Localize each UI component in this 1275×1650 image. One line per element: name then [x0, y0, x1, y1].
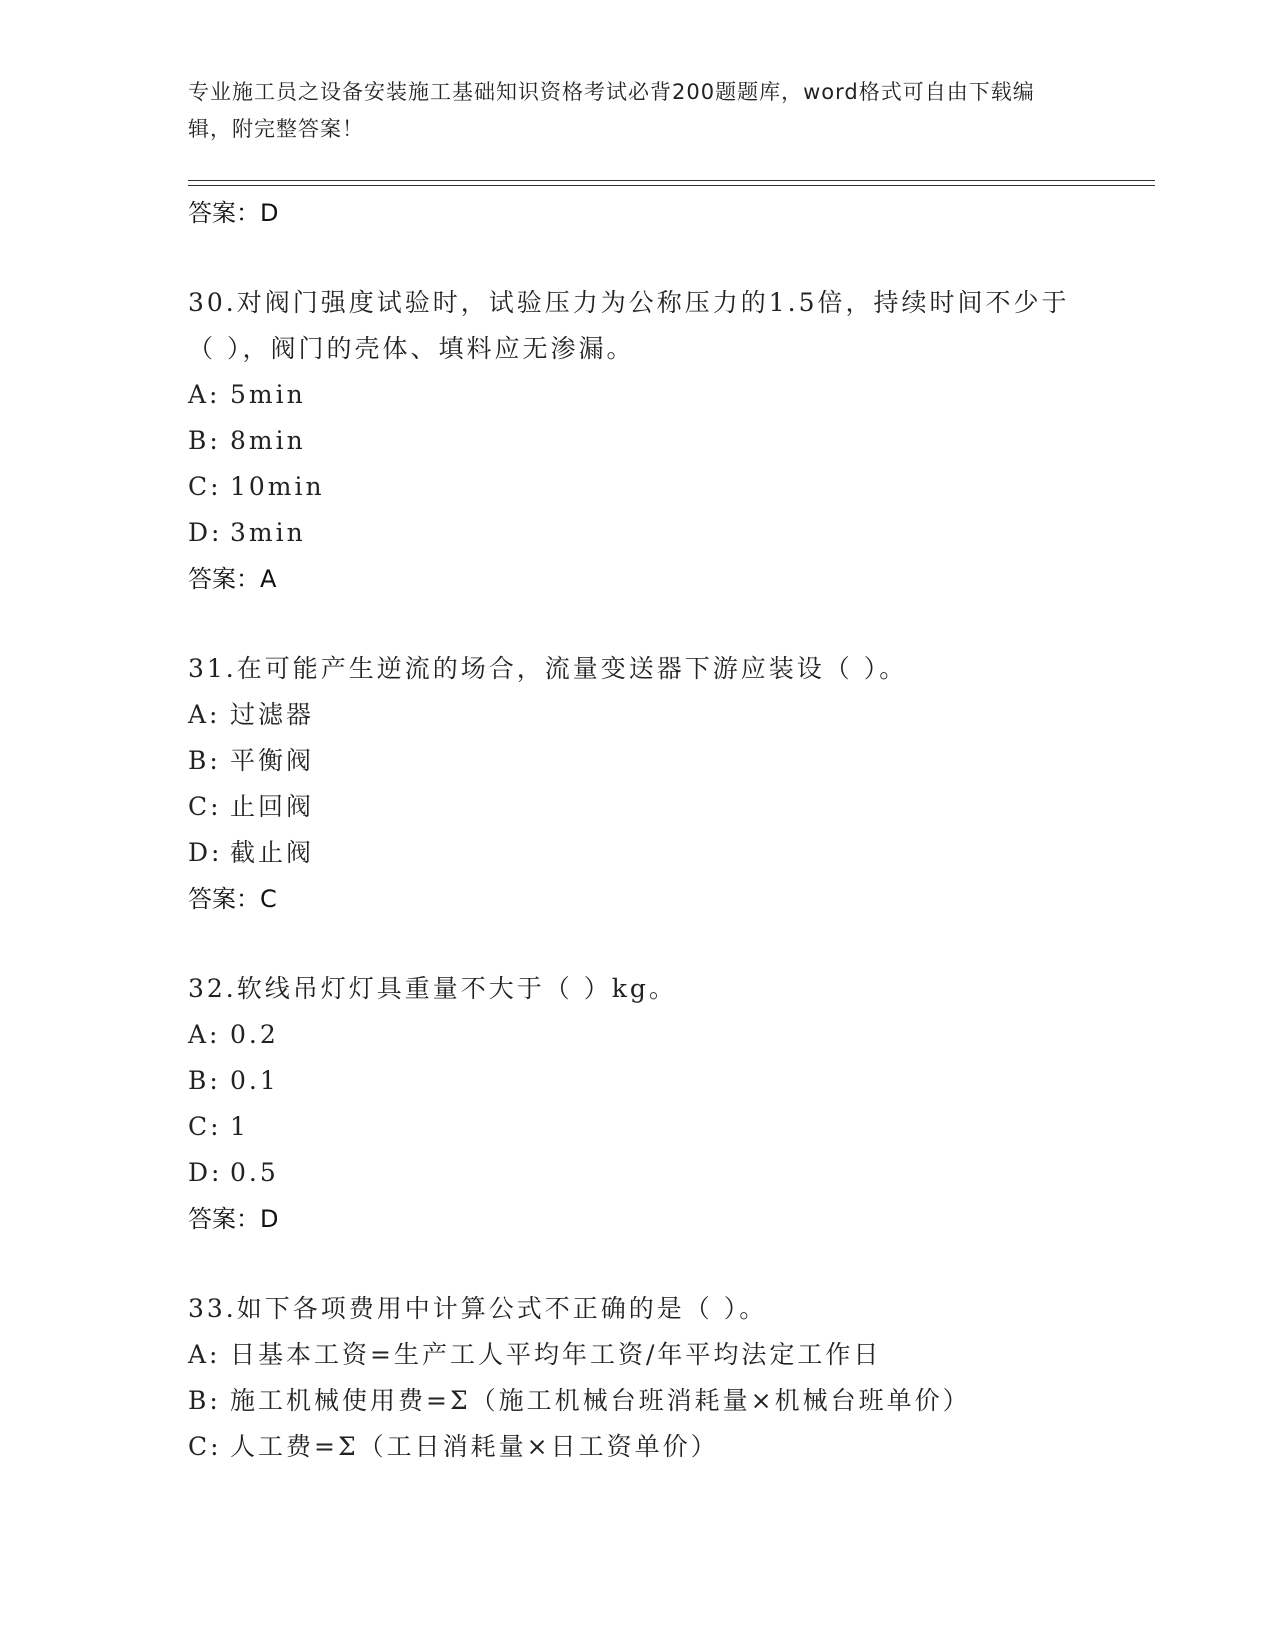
option-key: D: — [188, 1158, 223, 1187]
option-value: 5min — [230, 380, 306, 409]
option-value: 0.5 — [230, 1158, 279, 1187]
option-value: 日基本工资=生产工人平均年工资/年平均法定工作日 — [230, 1340, 882, 1369]
question-text: 31.在可能产生逆流的场合，流量变送器下游应装设（ ）。 — [188, 654, 908, 683]
option-value: 截止阀 — [230, 838, 315, 867]
question-text: 32.软线吊灯灯具重量不大于（ ）kg。 — [188, 974, 677, 1003]
option-c — [188, 1104, 1148, 1150]
option-value: 过滤器 — [230, 700, 315, 729]
document-header-title: 专业施工员之设备安装施工基础知识资格考试必背200题题库，word格式可自由下载编辑，附完整答案！ — [188, 80, 1035, 141]
option-b — [188, 738, 1148, 784]
option-value: 人工费=Σ（工日消耗量×日工资单价） — [230, 1432, 719, 1461]
answer: 答案：A — [188, 565, 277, 593]
previous-answer: 答案：D — [188, 199, 279, 227]
option-b — [188, 418, 1148, 464]
option-value: 平衡阀 — [230, 746, 315, 775]
option-a — [188, 1332, 1148, 1378]
option-value: 8min — [230, 426, 306, 455]
option-a — [188, 692, 1148, 738]
answer: 答案：D — [188, 1205, 279, 1233]
option-key: A: — [188, 1020, 221, 1049]
option-a — [188, 372, 1148, 418]
option-key: D: — [188, 838, 223, 867]
question-text: 30.对阀门强度试验时，试验压力为公称压力的1.5倍，持续时间不少于（ ），阀门的壳体、填料应无渗漏。 — [188, 288, 1070, 363]
option-c — [188, 784, 1148, 830]
question-33 — [188, 1286, 1148, 1470]
question-30 — [188, 280, 1148, 602]
option-key: B: — [188, 1386, 221, 1415]
option-a — [188, 1012, 1148, 1058]
option-value: 0.1 — [230, 1066, 279, 1095]
question-32 — [188, 966, 1148, 1242]
option-c — [188, 1424, 1148, 1470]
question-text: 33.如下各项费用中计算公式不正确的是（ ）。 — [188, 1294, 768, 1323]
option-b — [188, 1378, 1148, 1424]
option-value: 3min — [230, 518, 306, 547]
option-key: A: — [188, 1340, 221, 1369]
option-key: C: — [188, 1432, 222, 1461]
option-c — [188, 464, 1148, 510]
option-key: C: — [188, 472, 222, 501]
option-key: D: — [188, 518, 223, 547]
option-key: A: — [188, 380, 221, 409]
option-value: 施工机械使用费=Σ（施工机械台班消耗量×机械台班单价） — [230, 1386, 971, 1415]
question-31 — [188, 646, 1148, 922]
option-b — [188, 1058, 1148, 1104]
option-value: 1 — [230, 1112, 249, 1141]
option-d — [188, 510, 1148, 556]
header-divider-top — [188, 180, 1155, 181]
option-value: 0.2 — [230, 1020, 279, 1049]
header-divider-bottom — [188, 185, 1155, 186]
option-key: B: — [188, 426, 221, 455]
option-value: 10min — [230, 472, 325, 501]
option-key: C: — [188, 1112, 222, 1141]
answer: 答案：C — [188, 885, 277, 913]
document-content — [188, 190, 1148, 1470]
option-d — [188, 830, 1148, 876]
option-value: 止回阀 — [230, 792, 315, 821]
option-d — [188, 1150, 1148, 1196]
option-key: A: — [188, 700, 221, 729]
option-key: B: — [188, 746, 221, 775]
option-key: B: — [188, 1066, 221, 1095]
option-key: C: — [188, 792, 222, 821]
